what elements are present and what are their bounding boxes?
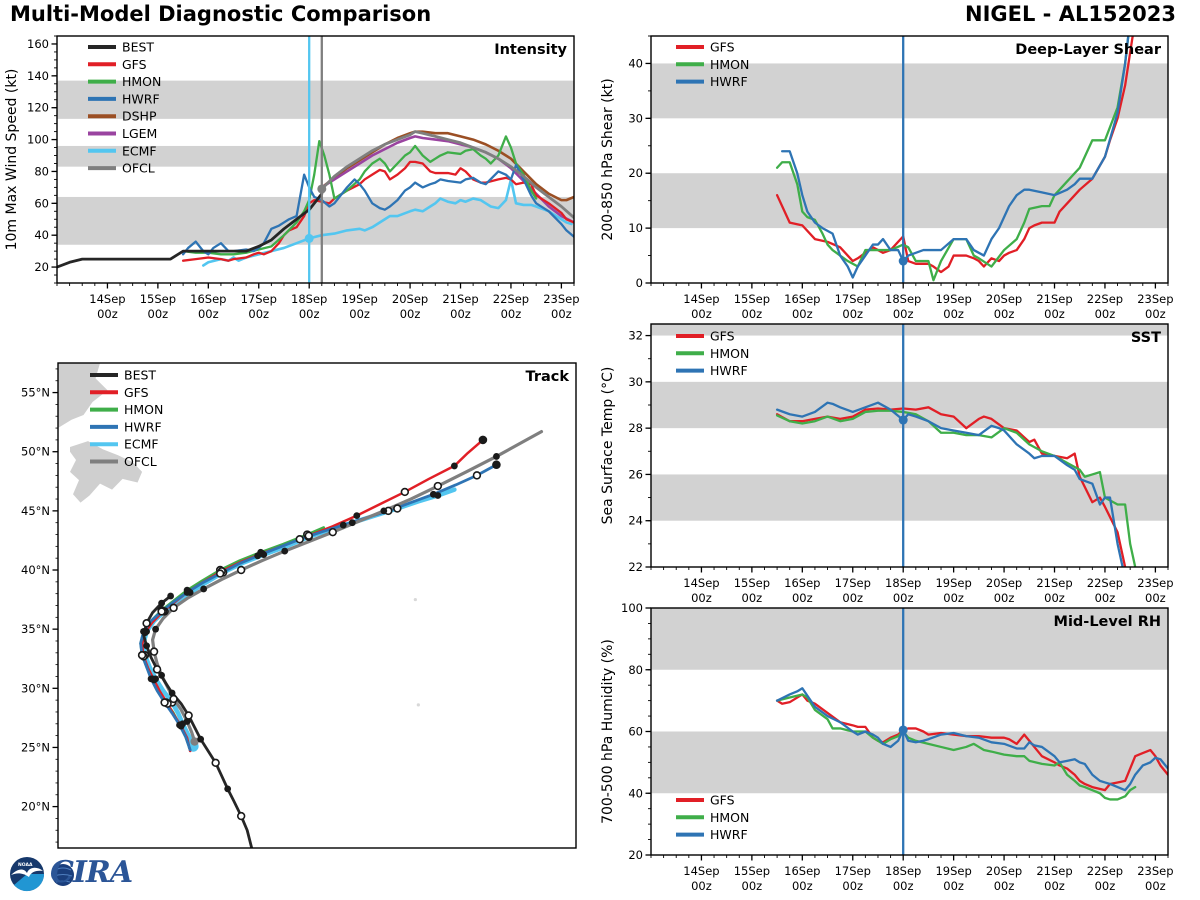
x-tick-label-day: 22Sep — [1086, 576, 1124, 590]
y-tick-label: 0 — [635, 276, 643, 290]
x-tick-label-hour: 00z — [551, 307, 572, 321]
panel-title-Mid-Level RH: Mid-Level RH — [1053, 614, 1161, 630]
panel-title-Deep-Layer Shear: Deep-Layer Shear — [1015, 42, 1161, 58]
y-tick-label: 30 — [628, 374, 643, 389]
x-tick-label-hour: 00z — [500, 307, 522, 321]
x-tick-label-hour: 00z — [1145, 591, 1166, 605]
land-polygon — [58, 363, 108, 428]
noaa-logo-text: NOAA — [18, 863, 33, 868]
lat-tick-label: 35°N — [21, 622, 50, 637]
y-tick-label: 22 — [628, 560, 643, 574]
x-tick-label-hour: 00z — [741, 307, 763, 321]
track-dot-open — [329, 529, 336, 536]
y-tick-label: 26 — [628, 467, 643, 482]
page-title: Multi-Model Diagnostic Comparison — [10, 2, 432, 26]
x-tick-label-day: 23Sep — [1137, 292, 1174, 306]
track-dot-filled — [224, 785, 231, 792]
x-tick-label-hour: 00z — [97, 307, 118, 321]
y-axis-label: Sea Surface Temp (°C) — [600, 366, 616, 525]
x-tick-label-hour: 00z — [943, 879, 964, 893]
x-tick-label-hour: 00z — [1094, 307, 1116, 321]
y-tick-label: 160 — [27, 36, 49, 51]
x-tick-label-hour: 00z — [450, 307, 471, 321]
x-tick-label-hour: 00z — [1044, 591, 1065, 605]
y-tick-label: 60 — [34, 196, 49, 211]
track-HWRF — [141, 465, 497, 750]
x-tick-label-day: 21Sep — [1036, 864, 1073, 878]
x-tick-label-day: 14Sep — [683, 292, 720, 306]
x-tick-label-hour: 00z — [791, 879, 813, 893]
x-tick-label-hour: 00z — [248, 307, 270, 321]
y-tick-label: 40 — [628, 56, 643, 71]
track-dot-filled — [140, 628, 147, 635]
x-tick-label-hour: 00z — [892, 591, 914, 605]
init-marker — [899, 725, 908, 734]
legend-label-GFS: GFS — [710, 792, 735, 808]
x-tick-label-hour: 00z — [298, 307, 320, 321]
x-tick-label-day: 14Sep — [683, 576, 720, 590]
panel-title-Intensity: Intensity — [494, 42, 567, 58]
y-tick-label: 100 — [621, 601, 643, 615]
x-tick-label-day: 18Sep — [885, 864, 922, 878]
panel-sst — [600, 324, 1174, 605]
y-tick-label: 80 — [628, 662, 643, 677]
x-tick-label-day: 20Sep — [985, 864, 1023, 878]
x-tick-label-day: 17Sep — [834, 292, 871, 306]
track-dot-filled — [167, 593, 174, 600]
series-layer — [777, 324, 1135, 567]
x-tick-label-hour: 00z — [791, 307, 813, 321]
track-dot-open — [185, 712, 192, 719]
x-tick-label-hour: 00z — [943, 307, 964, 321]
track-dot-filled — [349, 519, 356, 526]
legend-label-HWRF: HWRF — [710, 363, 748, 379]
series-layer — [777, 20, 1135, 283]
x-tick-label-day: 14Sep — [89, 292, 126, 306]
lat-tick-label: 40°N — [21, 563, 50, 578]
track-dot-filled — [148, 675, 155, 682]
y-tick-label: 100 — [27, 132, 49, 147]
x-tick-label-hour: 00z — [1145, 307, 1166, 321]
track-dot-filled — [380, 507, 387, 514]
legend-label-HMON: HMON — [124, 402, 164, 418]
x-tick-label-day: 23Sep — [1137, 576, 1174, 590]
y-tick-label: 60 — [628, 724, 643, 739]
x-tick-label-day: 20Sep — [391, 292, 429, 306]
track-dot-open — [161, 699, 168, 706]
legend-label-HWRF: HWRF — [124, 419, 162, 435]
x-tick-label-hour: 00z — [147, 307, 169, 321]
track-ECMF — [144, 490, 455, 747]
x-tick-label-day: 17Sep — [834, 864, 871, 878]
track-dot-open — [212, 759, 219, 766]
legend-label-LGEM: LGEM — [122, 126, 158, 141]
x-tick-label-hour: 00z — [892, 879, 914, 893]
track-dot-open — [296, 536, 303, 543]
x-tick-label-hour: 00z — [791, 591, 813, 605]
x-tick-label-hour: 00z — [197, 307, 219, 321]
y-axis-label: 200-850 hPa Shear (kt) — [600, 78, 616, 241]
track-HMON — [141, 527, 324, 749]
panel-title-SST: SST — [1130, 330, 1161, 346]
track-dot-filled — [169, 690, 176, 697]
y-tick-label: 40 — [34, 228, 49, 243]
island-speck — [414, 598, 417, 601]
legend-label-ECMF: ECMF — [122, 143, 157, 159]
x-tick-label-day: 21Sep — [1036, 292, 1073, 306]
x-tick-label-day: 18Sep — [291, 292, 328, 306]
y-tick-label: 20 — [628, 166, 643, 181]
x-tick-label-day: 23Sep — [1137, 864, 1174, 878]
y-tick-label: 30 — [628, 111, 643, 126]
legend-label-BEST: BEST — [122, 39, 155, 55]
x-tick-label-hour: 00z — [892, 307, 914, 321]
track-dot-filled — [281, 548, 288, 555]
x-tick-label-day: 17Sep — [240, 292, 277, 306]
panel-intensity — [4, 36, 580, 321]
cira-logo-text: CIRA — [50, 855, 133, 890]
x-tick-label-day: 15Sep — [733, 576, 771, 590]
y-tick-label: 20 — [628, 848, 643, 862]
x-tick-label-day: 17Sep — [834, 576, 871, 590]
x-tick-label-day: 15Sep — [733, 864, 771, 878]
legend-label-GFS: GFS — [124, 384, 149, 400]
track-dot-filled — [197, 736, 204, 743]
legend-label-HMON: HMON — [710, 56, 750, 72]
x-tick-label-hour: 00z — [691, 591, 712, 605]
track-dot-filled — [200, 586, 207, 593]
track-dot-open — [401, 489, 408, 496]
x-tick-label-day: 21Sep — [1036, 576, 1073, 590]
y-tick-label: 28 — [628, 421, 643, 436]
x-tick-label-day: 22Sep — [1086, 292, 1124, 306]
series-HMON — [777, 20, 1130, 281]
track-dot-open — [154, 666, 161, 673]
track-end-dot-HWRF — [492, 460, 501, 469]
x-tick-label-day: 19Sep — [341, 292, 378, 306]
track-BEST — [144, 596, 252, 848]
track-dot-filled — [254, 552, 261, 559]
track-dot-filled — [353, 512, 360, 519]
x-tick-label-hour: 00z — [1044, 307, 1065, 321]
x-tick-label-day: 15Sep — [733, 292, 771, 306]
legend-label-HWRF: HWRF — [710, 827, 748, 843]
lat-tick-label: 55°N — [21, 385, 50, 400]
x-tick-label-hour: 00z — [842, 307, 864, 321]
x-tick-label-day: 19Sep — [935, 292, 972, 306]
y-tick-label: 32 — [628, 328, 643, 343]
track-dot-open — [238, 567, 245, 574]
panel-title-Track: Track — [525, 369, 569, 385]
y-tick-label: 140 — [27, 68, 49, 83]
panel-rh — [600, 601, 1174, 893]
track-dot-filled — [493, 453, 500, 460]
y-axis-label: 10m Max Wind Speed (kt) — [4, 68, 20, 251]
track-dot-open — [143, 620, 150, 627]
x-tick-label-day: 19Sep — [935, 864, 972, 878]
track-dot-open — [151, 648, 158, 655]
x-tick-label-day: 20Sep — [985, 292, 1023, 306]
legend-label-OFCL: OFCL — [124, 454, 157, 469]
legend-label-HMON: HMON — [710, 345, 750, 361]
y-tick-label: 80 — [34, 164, 49, 179]
legend-label-GFS: GFS — [710, 328, 735, 344]
track-dot-filled — [176, 722, 183, 729]
cira-logo — [50, 853, 132, 893]
noaa-logo-icon — [8, 853, 46, 893]
track-dot-filled — [158, 600, 165, 607]
legend-label-GFS: GFS — [122, 56, 147, 72]
x-tick-label-hour: 00z — [1145, 879, 1166, 893]
footer-logos — [8, 853, 132, 893]
y-tick-label: 40 — [628, 786, 643, 801]
track-dot-open — [158, 608, 165, 615]
x-tick-label-day: 16Sep — [190, 292, 227, 306]
x-tick-label-day: 22Sep — [492, 292, 530, 306]
track-dot-open — [305, 532, 312, 539]
x-tick-label-hour: 00z — [691, 307, 712, 321]
y-tick-label: 20 — [34, 260, 49, 275]
lat-tick-label: 30°N — [21, 681, 50, 696]
legend-label-HMON: HMON — [122, 74, 162, 90]
category-band — [651, 382, 1168, 428]
track-dot-open — [170, 604, 177, 611]
track-dot-open — [238, 813, 245, 820]
track-dot-open — [474, 472, 481, 479]
x-tick-label-hour: 00z — [349, 307, 370, 321]
x-tick-label-day: 16Sep — [784, 864, 821, 878]
x-tick-label-hour: 00z — [741, 879, 763, 893]
track-dot-open — [170, 696, 177, 703]
x-tick-label-day: 21Sep — [442, 292, 479, 306]
x-tick-label-day: 16Sep — [784, 576, 821, 590]
x-tick-label-hour: 00z — [842, 591, 864, 605]
x-tick-label-hour: 00z — [399, 307, 421, 321]
lat-tick-label: 50°N — [21, 444, 50, 459]
x-tick-label-day: 18Sep — [885, 292, 922, 306]
init-marker — [305, 234, 314, 243]
panel-track — [21, 363, 576, 848]
island-speck — [417, 703, 420, 706]
init-marker — [899, 416, 908, 425]
y-tick-label: 24 — [628, 513, 643, 528]
x-tick-label-hour: 00z — [993, 591, 1015, 605]
x-tick-label-day: 18Sep — [885, 576, 922, 590]
legend-label-HMON: HMON — [710, 809, 750, 825]
track-dot-filled — [152, 626, 159, 633]
lat-tick-label: 25°N — [21, 740, 50, 755]
track-dot-filled — [143, 642, 150, 649]
track-dot-filled — [430, 491, 437, 498]
track-dot-open — [217, 570, 224, 577]
x-tick-label-day: 23Sep — [543, 292, 580, 306]
storm-id-title: NIGEL - AL152023 — [965, 2, 1176, 26]
lat-tick-label: 20°N — [21, 799, 50, 814]
y-axis-label: 700-500 hPa Humidity (%) — [600, 639, 616, 824]
x-tick-label-hour: 00z — [741, 591, 763, 605]
y-tick-label: 120 — [27, 100, 49, 115]
track-dot-filled — [184, 589, 191, 596]
track-dot-open — [434, 483, 441, 490]
x-tick-label-hour: 00z — [1094, 591, 1116, 605]
track-dot-filled — [340, 522, 347, 529]
track-dot-filled — [451, 463, 458, 470]
legend-label-ECMF: ECMF — [124, 436, 159, 452]
legend-label-OFCL: OFCL — [122, 160, 155, 176]
track-OFCL — [153, 432, 542, 742]
x-tick-label-hour: 00z — [993, 879, 1015, 893]
lat-tick-label: 45°N — [21, 503, 50, 518]
x-tick-label-day: 20Sep — [985, 576, 1023, 590]
track-dot-open — [139, 652, 146, 659]
legend-label-HWRF: HWRF — [710, 74, 748, 90]
init-marker — [317, 184, 326, 193]
x-tick-label-hour: 00z — [1094, 879, 1116, 893]
x-tick-label-day: 22Sep — [1086, 864, 1124, 878]
x-tick-label-hour: 00z — [691, 879, 712, 893]
x-tick-label-hour: 00z — [993, 307, 1015, 321]
track-end-dot-GFS — [479, 436, 488, 445]
series-HWRF — [782, 20, 1130, 278]
legend-label-HWRF: HWRF — [122, 91, 160, 107]
legend-label-BEST: BEST — [124, 367, 157, 383]
x-tick-label-hour: 00z — [943, 591, 964, 605]
x-tick-label-day: 15Sep — [139, 292, 177, 306]
x-tick-label-day: 14Sep — [683, 864, 720, 878]
y-tick-label: 10 — [628, 221, 643, 236]
init-marker — [899, 257, 908, 266]
x-tick-label-hour: 00z — [1044, 879, 1065, 893]
legend-label-DSHP: DSHP — [122, 108, 157, 124]
panel-shear — [600, 20, 1174, 321]
legend-label-GFS: GFS — [710, 39, 735, 55]
x-tick-label-day: 19Sep — [935, 576, 972, 590]
track-dot-open — [394, 505, 401, 512]
x-tick-label-day: 16Sep — [784, 292, 821, 306]
x-tick-label-hour: 00z — [842, 879, 864, 893]
